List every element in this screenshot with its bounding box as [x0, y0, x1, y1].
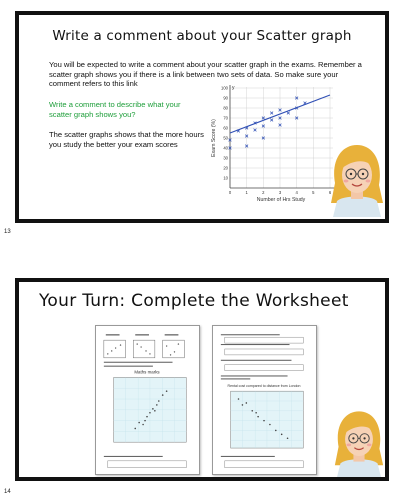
worksheet-page-1-thumbnail [96, 326, 199, 474]
slide-14 [15, 278, 389, 481]
y-tick-label: 50 [223, 135, 228, 141]
worksheet-chart-title: Maths marks [134, 369, 160, 375]
x-tick-label: 3 [278, 190, 282, 195]
y-tick-label: 90 [223, 95, 228, 101]
worksheet-page-2 [212, 325, 317, 475]
y-tick-label: 20 [223, 165, 228, 171]
teacher-avatar-illustration [329, 141, 385, 217]
y-tick-label: 80 [223, 105, 228, 111]
x-tick-label: 0 [228, 190, 232, 195]
x-tick-label: 5 [312, 190, 315, 195]
worksheet-page-2-thumbnail [213, 326, 316, 474]
y-tick-label: 30 [223, 155, 228, 161]
comment-prompt: Write a comment to describe what your scatter graph shows you? [49, 100, 181, 119]
y-tick-labels [221, 86, 229, 181]
scatter-graph [209, 83, 339, 205]
x-axis-label: Number of Hrs Study [256, 197, 306, 203]
slide-title: Your Turn: Complete the Worksheet [39, 291, 349, 311]
y-tick-label: 60 [223, 125, 228, 131]
y-tick-label: 40 [223, 145, 228, 151]
teacher-avatar-illustration [333, 407, 385, 479]
y-axis-letter: y [232, 85, 235, 91]
y-axis-label: Exam Score (%) [211, 119, 217, 157]
x-tick-label: 2 [262, 190, 265, 195]
x-tick-labels [229, 190, 332, 195]
y-tick-label: 100 [221, 85, 228, 91]
y-tick-label: 10 [223, 175, 228, 181]
slide-number: 13 [4, 229, 11, 235]
intro-paragraph: You will be expected to write a comment about your scatter graph in the exams. Remember a scatter graph shows you if there is a link between two sets of data. So make sure your comment refers to this link [49, 60, 362, 89]
x-tick-label: 4 [295, 190, 298, 195]
example-comment: The scatter graphs shows that the more hours you study the better your exam scores [49, 130, 204, 149]
slide-13 [15, 11, 389, 223]
x-tick-label: 1 [245, 190, 248, 195]
slide-number: 14 [4, 489, 11, 495]
y-tick-label: 70 [223, 115, 228, 121]
slide-title: Write a comment about your Scatter graph [52, 28, 352, 44]
worksheet-chart-title: Rental cost compared to distance from London [227, 384, 301, 389]
x-tick-label: 6 [328, 190, 332, 195]
worksheet-page-1 [95, 325, 200, 475]
